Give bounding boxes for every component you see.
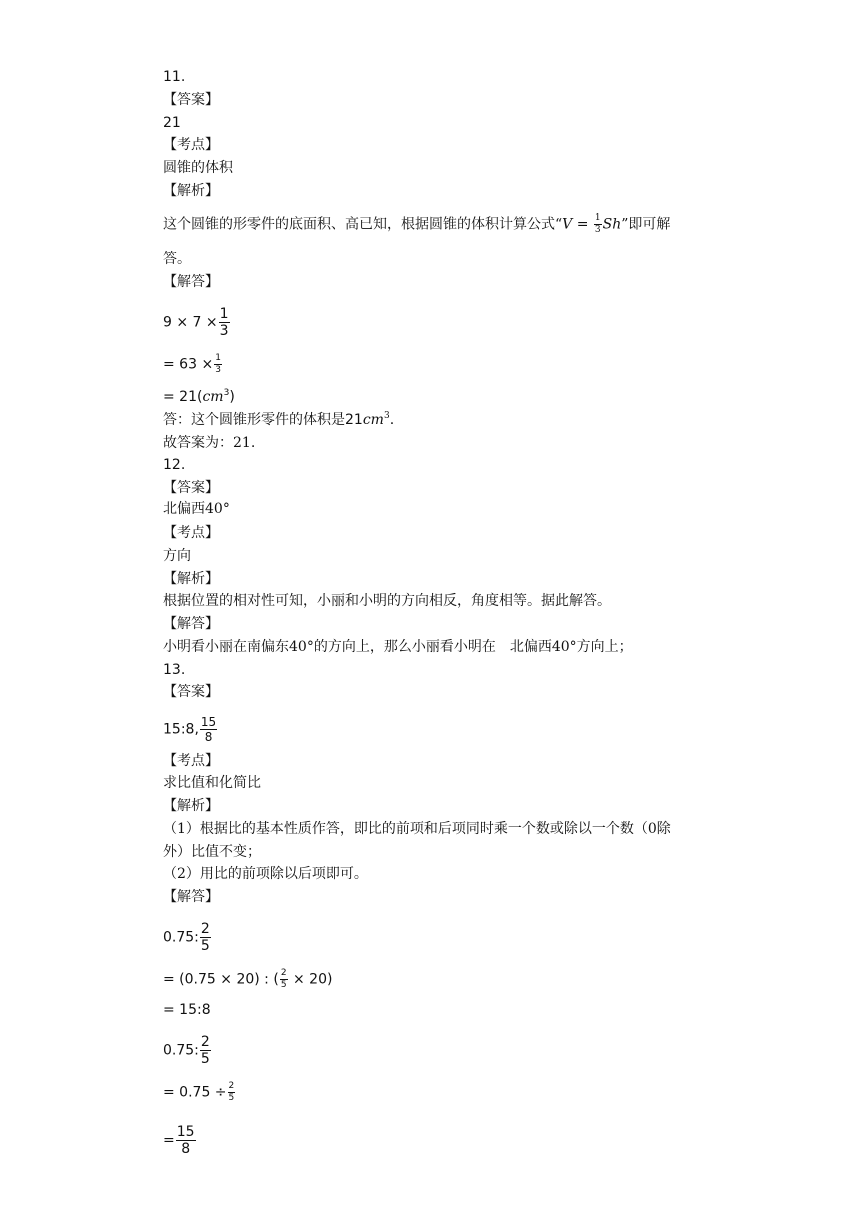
solution-step-4	[163, 1035, 212, 1066]
answer-value: 北偏西40°	[163, 501, 230, 517]
solution-step-1	[163, 922, 212, 953]
analysis-text-1-continued: 外）比值不变；	[163, 844, 261, 860]
fraction-denominator: 5	[200, 1051, 210, 1067]
topic-header: 【考点】	[163, 525, 219, 541]
reply-line	[163, 411, 394, 429]
solution-step-6	[163, 1125, 197, 1156]
analysis-text-continued: 答。	[163, 251, 191, 267]
fraction-numerator: 1	[219, 306, 229, 322]
analysis-text-2: （2）用比的前项除以后项即可。	[163, 866, 368, 882]
solution-step-2	[163, 969, 332, 990]
solution-step-5	[163, 1082, 236, 1103]
unit-exponent: 3	[223, 388, 230, 398]
step-fraction	[280, 969, 288, 990]
fraction-denominator: 3	[594, 225, 601, 235]
analysis-text	[163, 214, 670, 235]
step-expression: = 21(	[163, 389, 203, 405]
fraction-numerator: 15	[176, 1124, 195, 1140]
solution-header: 【解答】	[163, 889, 219, 905]
answer-value: 21	[163, 115, 181, 131]
answer-header: 【答案】	[163, 684, 219, 700]
fraction-denominator: 3	[215, 365, 221, 375]
fraction-denominator: 5	[228, 1093, 235, 1103]
step-fraction	[176, 1125, 196, 1156]
step-expression: 0.75:	[163, 1042, 199, 1059]
fraction-numerator: 1	[594, 213, 601, 223]
fraction-numerator: 2	[200, 921, 210, 937]
step-expression: 0.75:	[163, 929, 199, 946]
step-expression-end: )	[229, 389, 235, 405]
step-fraction	[200, 922, 211, 953]
fraction-numerator: 15	[200, 715, 217, 729]
fraction-numerator: 2	[200, 1034, 210, 1050]
fraction-numerator: 2	[228, 1081, 235, 1091]
reply-text: 答：这个圆锥形零件的体积是	[163, 412, 345, 428]
solution-step-3: = 15:8	[163, 1002, 211, 1018]
unit-cm: cm	[362, 412, 384, 428]
fraction-denominator: 8	[204, 730, 213, 744]
analysis-text: 根据位置的相对性可知，小丽和小明的方向相反，角度相等。据此解答。	[163, 593, 611, 609]
unit-cm: cm	[202, 389, 224, 405]
fraction-denominator: 5	[280, 980, 287, 990]
formula-sh: Sh	[602, 216, 622, 233]
fraction-denominator: 3	[219, 323, 229, 339]
solution-step-3	[163, 388, 235, 406]
step-fraction	[219, 307, 230, 338]
reply-end: .	[389, 412, 395, 428]
step-expression-end: × 20)	[288, 971, 333, 988]
step-expression: = 63 ×	[163, 356, 214, 373]
step-expression: = 0.75 ÷	[163, 1084, 227, 1101]
question-number-13: 13.	[163, 662, 186, 678]
analysis-header: 【解析】	[163, 183, 219, 199]
step-fraction	[214, 354, 222, 375]
topic-text: 方向	[163, 548, 191, 564]
topic-text: 圆锥的体积	[163, 160, 233, 176]
step-fraction	[200, 1035, 211, 1066]
unit-exponent: 3	[383, 411, 390, 421]
fraction-numerator: 2	[280, 968, 287, 978]
question-number-11: 11.	[163, 69, 186, 85]
analysis-header: 【解析】	[163, 798, 219, 814]
answer-ratio: 15:8,	[163, 721, 199, 738]
formula-v: V	[562, 216, 573, 233]
solution-step-2	[163, 354, 223, 375]
question-number-12: 12.	[163, 457, 186, 473]
answer-header: 【答案】	[163, 480, 219, 496]
answer-fraction	[200, 716, 217, 743]
answer-header: 【答案】	[163, 92, 219, 108]
solution-step-1	[163, 307, 231, 338]
analysis-text-part: 这个圆锥的形零件的底面积、高已知，根据圆锥的体积计算公式“	[163, 216, 563, 233]
topic-header: 【考点】	[163, 137, 219, 153]
step-expression: = (0.75 × 20) : (	[163, 971, 279, 988]
formula-fraction	[594, 214, 602, 235]
topic-text: 求比值和化简比	[163, 775, 261, 791]
analysis-header: 【解析】	[163, 571, 219, 587]
fraction-denominator: 5	[200, 938, 210, 954]
fraction-denominator: 8	[181, 1141, 191, 1157]
solution-text: 小明看小丽在南偏东40°的方向上，那么小丽看小明在 北偏西40°方向上；	[163, 639, 633, 655]
step-expression: 9 × 7 ×	[163, 314, 218, 331]
solution-header: 【解答】	[163, 616, 219, 632]
analysis-text-1: （1）根据比的基本性质作答，即比的前项和后项同时乘一个数或除以一个数（0除	[163, 821, 671, 837]
analysis-text-part: ”即可解	[621, 216, 671, 233]
step-fraction	[228, 1082, 236, 1103]
fraction-numerator: 1	[215, 353, 221, 363]
reply-value: 21	[345, 412, 363, 428]
topic-header: 【考点】	[163, 753, 219, 769]
answer-value	[163, 716, 218, 743]
step-expression: =	[163, 1132, 175, 1149]
solution-header: 【解答】	[163, 274, 219, 290]
final-answer: 故答案为：21.	[163, 435, 256, 451]
formula-equals: =	[572, 216, 593, 233]
